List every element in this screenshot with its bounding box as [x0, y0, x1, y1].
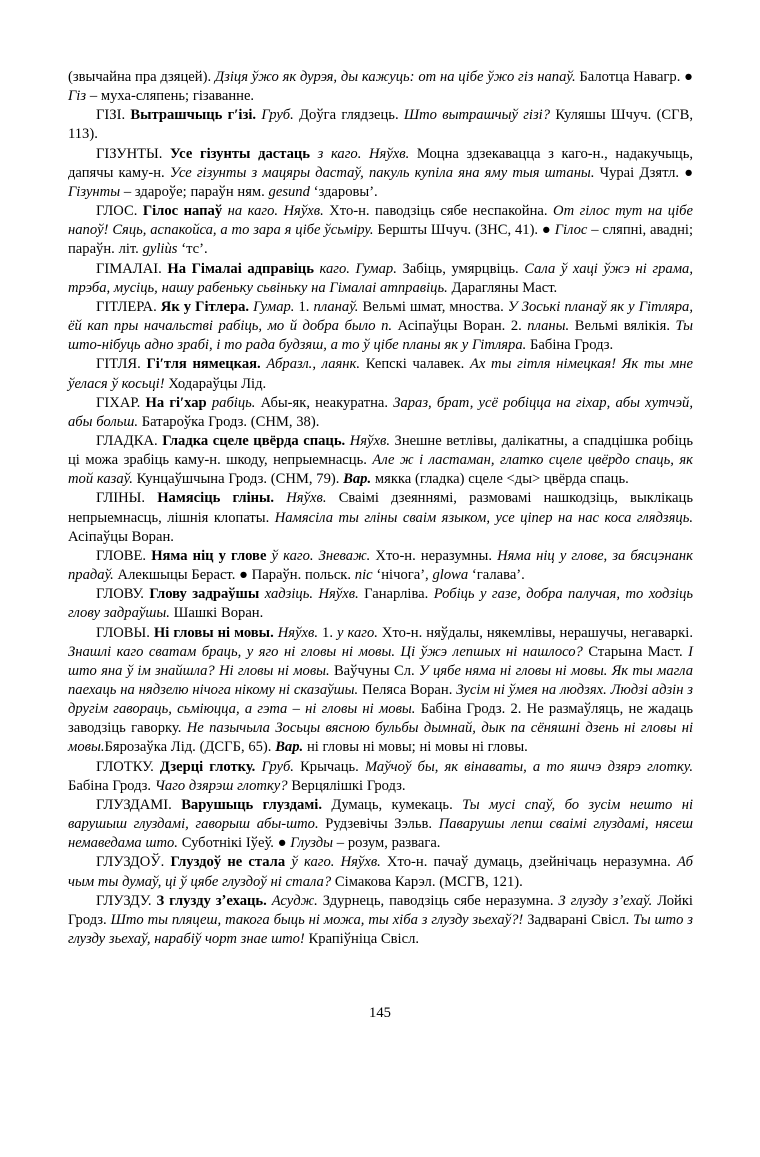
entry-text-run: Глуздоў не стала [170, 854, 292, 871]
entry-text-run: Не пазычыла Зосьцы вясною бульбы дымнай, дык па сёняшні дзень ні гловы ні мовы. [68, 720, 694, 756]
dictionary-entry [68, 758, 693, 796]
entry-text-run: На гіʹхар [145, 394, 212, 411]
entry-text-run: Дзіця ўжо як дурэя, ды кажуць: от на цібе ўжо гіз напаў. [214, 69, 580, 85]
entry-text-run: планаў. [313, 298, 363, 315]
entry-text-run: ГІТЛЕРА. [96, 298, 161, 315]
dictionary-entry [68, 260, 693, 298]
entry-text-run: Сала ў хаці ўжэ ні грама, трэба, мусіць, нашу рабеньку сьвіньку на Гімалаі атправіць. [68, 260, 693, 296]
entry-text-run: – здароўе; параўн ням. [123, 183, 269, 200]
entry-text-run: Моцна здзекавацца з каго-н., надакучыць, дапячы каму-н. [68, 145, 694, 181]
entry-text-run: З глузду зʼехаць. [156, 892, 272, 909]
entry-text-run: Пеляса Воран. [362, 682, 457, 698]
entry-text-run: Гіз [68, 88, 90, 105]
entry-text-run: Алекшыцы Бераст. ● Параўн. польск. [117, 567, 355, 584]
dictionary-entry [68, 298, 693, 355]
entry-text-run: каго. Гумар. [319, 260, 403, 277]
entry-text-run: Абразл., лаянк. [266, 356, 366, 373]
entry-text-run: Дарагляны Маст. [451, 279, 558, 296]
entry-text-run: Гізунты [68, 183, 124, 200]
entry-text-run: Няўхв. [286, 490, 339, 507]
dictionary-entry [68, 853, 693, 891]
entry-text-run: ГЛІНЫ. [96, 490, 158, 507]
dictionary-entry [68, 489, 693, 546]
entry-text-run: У Зоські планаў як у Гітляра, ёй кап пры начальстві рабіць, мо й добра было п. [68, 298, 694, 335]
entry-text-run: Ні гловы ні мовы. [153, 624, 278, 641]
entry-text-run: Зусім ні ўмея на людзях. Людзі адзін з другім гавораць, сьміюцца, а гэта – ні гловы ні мовы. [68, 682, 693, 718]
entry-text-run: На Гімалаі адправіць [167, 260, 320, 277]
entry-text-run: Думаць, кумекаць. [331, 796, 463, 813]
entry-text-run: Усе гізунты дастаць [170, 145, 318, 162]
entry-text-run: Забіць, умярцвіць. [402, 260, 525, 277]
text-column [68, 68, 693, 949]
entry-text-run: Вар. [343, 471, 375, 488]
entry-text-run: – муха-сляпень; гізаванне. [89, 88, 255, 105]
entry-text-run: Сімакова Карэл. (МСГВ, 121). [334, 873, 523, 890]
entry-text-run: Балотца Навагр. ● [579, 69, 693, 85]
entry-text-run: планы. [527, 318, 575, 335]
entry-text-run: Шашкі Воран. [173, 605, 264, 622]
entry-text-run: ‘нічога’, [376, 567, 433, 584]
entry-text-run: У цябе няма ні гловы ні мовы. Як ты магла паехаць на нядзелю нічога нікому ні сказаўшы. [68, 662, 693, 698]
entry-text-run: От гілос тут на цібе напоў! Сяць, аспакойса, а то зара я цібе ўсьміру. [68, 203, 693, 239]
entry-text-run: Асудж. [271, 892, 323, 909]
entry-text-run: Суботнікі Іўеў. ● [181, 835, 291, 852]
entry-text-run: мякка (гладка) сцеле <ды> цвёрда спаць. [374, 471, 629, 488]
entry-text-run: Ваўчуны Сл. [333, 662, 419, 679]
entry-text-run: рабіць. [211, 394, 261, 411]
entry-text-run: Вытрашчыць гʹізі. [130, 107, 262, 124]
entry-text-run: Бабіна Гродз. [68, 777, 155, 794]
entry-text-run: у каго. [337, 624, 382, 641]
entry-text-run: 1. [322, 624, 337, 641]
entry-text-run: Вар. [275, 739, 307, 756]
entry-text-run: – розум, развага. [336, 835, 441, 852]
entry-text-run: Ходараўцы Лід. [168, 375, 267, 392]
entry-text-run: Куляшы Шчуч. (СГВ, 113). [68, 107, 693, 143]
entry-text-run: Гладка сцеле цвёрда спаць. [162, 432, 350, 449]
entry-text-run: Асіпаўцы Воран. [68, 528, 174, 545]
entry-text-run: Гілос напаў [142, 203, 228, 220]
entry-text-run: Няўхв. [349, 432, 395, 449]
entry-text-run: ні гловы ні мовы; ні мовы ні гловы. [306, 739, 528, 756]
entry-text-run: Вельмі вялікія. [574, 318, 676, 335]
entry-text-run: Груб. [261, 107, 300, 124]
entry-text-run: Паварушы лепш сваімі глуздамі, нясеш немаведама што. [68, 816, 694, 852]
entry-text-run: Хто-н. пачаў думаць, дзейнічаць неразумна. [387, 854, 677, 871]
entry-text-run: ГЛОВЕ. [96, 547, 152, 564]
entry-text-run: Ганарліва. [364, 586, 434, 603]
dictionary-entry [68, 106, 693, 144]
entry-text-run: (звычайна пра дзяцей). [68, 69, 215, 85]
entry-text-run: Глузды [290, 835, 337, 852]
entry-text-run: Робіць у газе, добра палучая, то ходзіць глову задраўшы. [68, 586, 694, 622]
entry-text-run: Абы-як, неакуратна. [260, 394, 394, 411]
entry-text-run: gesund [268, 183, 314, 200]
entry-text-run: з каго. Няўхв. [317, 145, 417, 162]
entry-text-run: ГЛАДКА. [96, 432, 163, 449]
entry-text-run: Кепскі чалавек. [365, 356, 470, 373]
entry-text-run: ГІХАР. [96, 394, 146, 411]
entry-text-run: ‘тс’. [181, 241, 208, 258]
entry-text-run: Вельмі шмат, мноства. [362, 298, 508, 315]
entry-text-run: Знешне ветлівы, далікатны, а спадцішка робіць ці можа зрабіць каму-н. шкоду, непрыемнасць. [68, 432, 694, 469]
dictionary-entry [68, 892, 693, 949]
entry-text-run: Хто-н. неразумны. [375, 547, 498, 564]
dictionary-entry [68, 68, 693, 106]
entry-text-run: З глузду зʼехаў. [558, 892, 658, 909]
entry-text-run: Ты што з глузду зьехаў, нарабіў чорт знае што! [68, 911, 693, 948]
entry-text-run: Аб чым ты думаў, ці ў цябе глуздоў ні стала? [68, 854, 693, 890]
entry-text-run: Доўга глядзець. [299, 107, 404, 124]
entry-text-run: Бабіна Гродз. 2. Не размаўляць, не жадаць заводзіць гаворку. [68, 701, 693, 737]
dictionary-entry [68, 624, 693, 758]
entry-text-run: Ах ты гітля німецкая! Як ты мне ўелася ў косьці! [68, 356, 694, 392]
entry-text-run: Ты што-нібуць адно зрабі, і то рада будзяш, а то ў цібе планы як у Гітляра. [68, 318, 693, 354]
entry-text-run: Чаго дзярэш глотку? [154, 777, 292, 794]
entry-text-run: ГЛОВУ. [96, 586, 150, 603]
entry-text-run: Сваімі дзеяннямі, размовамі нашкодзіць, выклікаць непрыемнасць, лішнія клопаты. [68, 490, 693, 526]
dictionary-entry [68, 432, 693, 489]
entry-text-run: Знашлі каго сватам браць, у яго ні гловы ні мовы. Ці ўжэ лепшых ні нашлосо? [68, 643, 589, 660]
entry-text-run: на каго. Няўхв. [227, 203, 330, 220]
entry-text-run: Што вытрашчыў гізі? [403, 107, 556, 124]
entry-text-run: Варушыць глуздамі. [181, 796, 332, 813]
entry-text-run: Асіпаўцы Воран. 2. [397, 318, 528, 335]
entry-text-run: Няма ніц у глове [151, 547, 272, 564]
entry-text-run: Бершты Шчуч. (ЗНС, 41). ● [377, 222, 555, 239]
dictionary-entry [68, 585, 693, 623]
entry-text-run: – сляпні, авадні; параўн. літ. [68, 222, 694, 258]
entry-text-run: ў каго. Няўхв. [291, 854, 388, 871]
entry-text-run: ў каго. Зневаж. [271, 547, 376, 564]
entry-text-run: Здурнець, паводзіць сябе неразумна. [322, 892, 559, 909]
dictionary-entry [68, 796, 693, 853]
entry-text-run: nic [354, 567, 377, 584]
entry-text-run: Хто-н. паводзіць сябе неспакойна. [329, 203, 554, 220]
entry-text-run: ‘здаровы’. [313, 183, 378, 200]
dictionary-entry [68, 145, 693, 202]
entry-text-run: ГІМАЛАІ. [96, 260, 168, 277]
entry-text-run: ‘галава’. [471, 567, 525, 584]
entry-text-run: Крычаць. [300, 758, 365, 775]
entry-text-run: ГЛОТКУ. [96, 758, 160, 775]
entry-text-run: хадзіць. Няўхв. [264, 586, 365, 603]
entry-text-run: ГЛУЗДАМІ. [96, 796, 182, 813]
dictionary-entry [68, 202, 693, 259]
entry-text-run: Намясіць гліны. [157, 490, 287, 507]
entry-text-run: Ты мусі спаў, бо зусім нешто ні варушыш глуздамі, гаворыш абы-што. [68, 796, 694, 833]
entry-text-run: Маўчоў бы, як вінаваты, а то яшчэ дзярэ глотку. [364, 758, 694, 775]
entry-text-run: Рудзевічы Зэльв. [325, 816, 439, 833]
entry-text-run: Чураі Дзятл. ● [599, 164, 694, 181]
entry-text-run: Груб. [261, 758, 301, 775]
dictionary-entry [68, 394, 693, 432]
entry-text-run: Гумар. [253, 298, 299, 315]
entry-text-run: Гіʹтля нямецкая. [146, 356, 267, 373]
entry-text-run: Што ты пляцеш, такога быць ні можа, ты хіба з глузду зьехаў?! [110, 911, 528, 928]
entry-text-run: Бабіна Гродз. [530, 337, 614, 354]
entry-text-run: Верцялішкі Гродз. [291, 777, 406, 794]
entry-text-run: Намясіла ты гліны сваім языком, усе ціпер на нас коса глядзяць. [274, 509, 693, 526]
entry-text-run: Гілос [554, 222, 592, 239]
entry-text-run: Задварані Свісл. [527, 911, 634, 928]
entry-text-run: ГЛОС. [96, 203, 143, 220]
entry-text-run: Бярозаўка Лід. (ДСГБ, 65). [104, 739, 276, 756]
entry-text-run: ГЛУЗДУ. [96, 892, 157, 909]
entry-text-run: І што яна ў ім знайшла? Ні гловы ні мовы. [68, 643, 693, 679]
dictionary-entry [68, 355, 693, 393]
entry-text-run: gyliùs [142, 241, 182, 258]
entry-text-run: Лойкі Гродз. [68, 892, 693, 928]
entry-text-run: Крапіўніца Свісл. [308, 931, 420, 948]
entry-text-run: Няўхв. [277, 624, 323, 641]
entry-text-run: Кунцаўшчына Гродз. (СНМ, 79). [136, 471, 344, 488]
entry-text-run: Але ж і ластаман, глатко сцеле цвёрдо спаць, як той казаў. [68, 452, 693, 488]
entry-text-run: Батароўка Гродз. (СНМ, 38). [141, 413, 320, 430]
entry-text-run: ГІЗУНТЫ. [96, 145, 171, 162]
entry-text-run: glowa [432, 567, 472, 584]
entry-text-run: ГЛУЗДОЎ. [96, 854, 171, 871]
entry-text-run: Зараз, брат, усё робіцца на гіхар, абы хутчэй, абы больш. [68, 394, 693, 430]
entry-text-run: ГІЗІ. [96, 107, 131, 124]
page-number: 145 [369, 1005, 391, 1021]
entry-text-run: Дзерці глотку. [159, 758, 262, 775]
entry-text-run: 1. [298, 298, 314, 315]
entry-text-run: Няма ніц у глове, за бясцэнанк прадаў. [68, 547, 693, 584]
entry-text-run: ГІТЛЯ. [96, 356, 147, 373]
entry-text-run: Як у Гітлера. [160, 298, 254, 315]
entry-text-run: ГЛОВЫ. [96, 624, 154, 641]
entry-text-run: Хто-н. няўдалы, някемлівы, нерашучы, негаваркі. [381, 624, 693, 641]
entry-text-run: Усе гізунты з мацяры дастаў, пакуль купіла яна яму тыя штаны. [169, 164, 600, 181]
entry-text-run: Глову задраўшы [149, 586, 265, 603]
dictionary-entry [68, 547, 693, 585]
entry-text-run: Старына Маст. [588, 643, 689, 660]
